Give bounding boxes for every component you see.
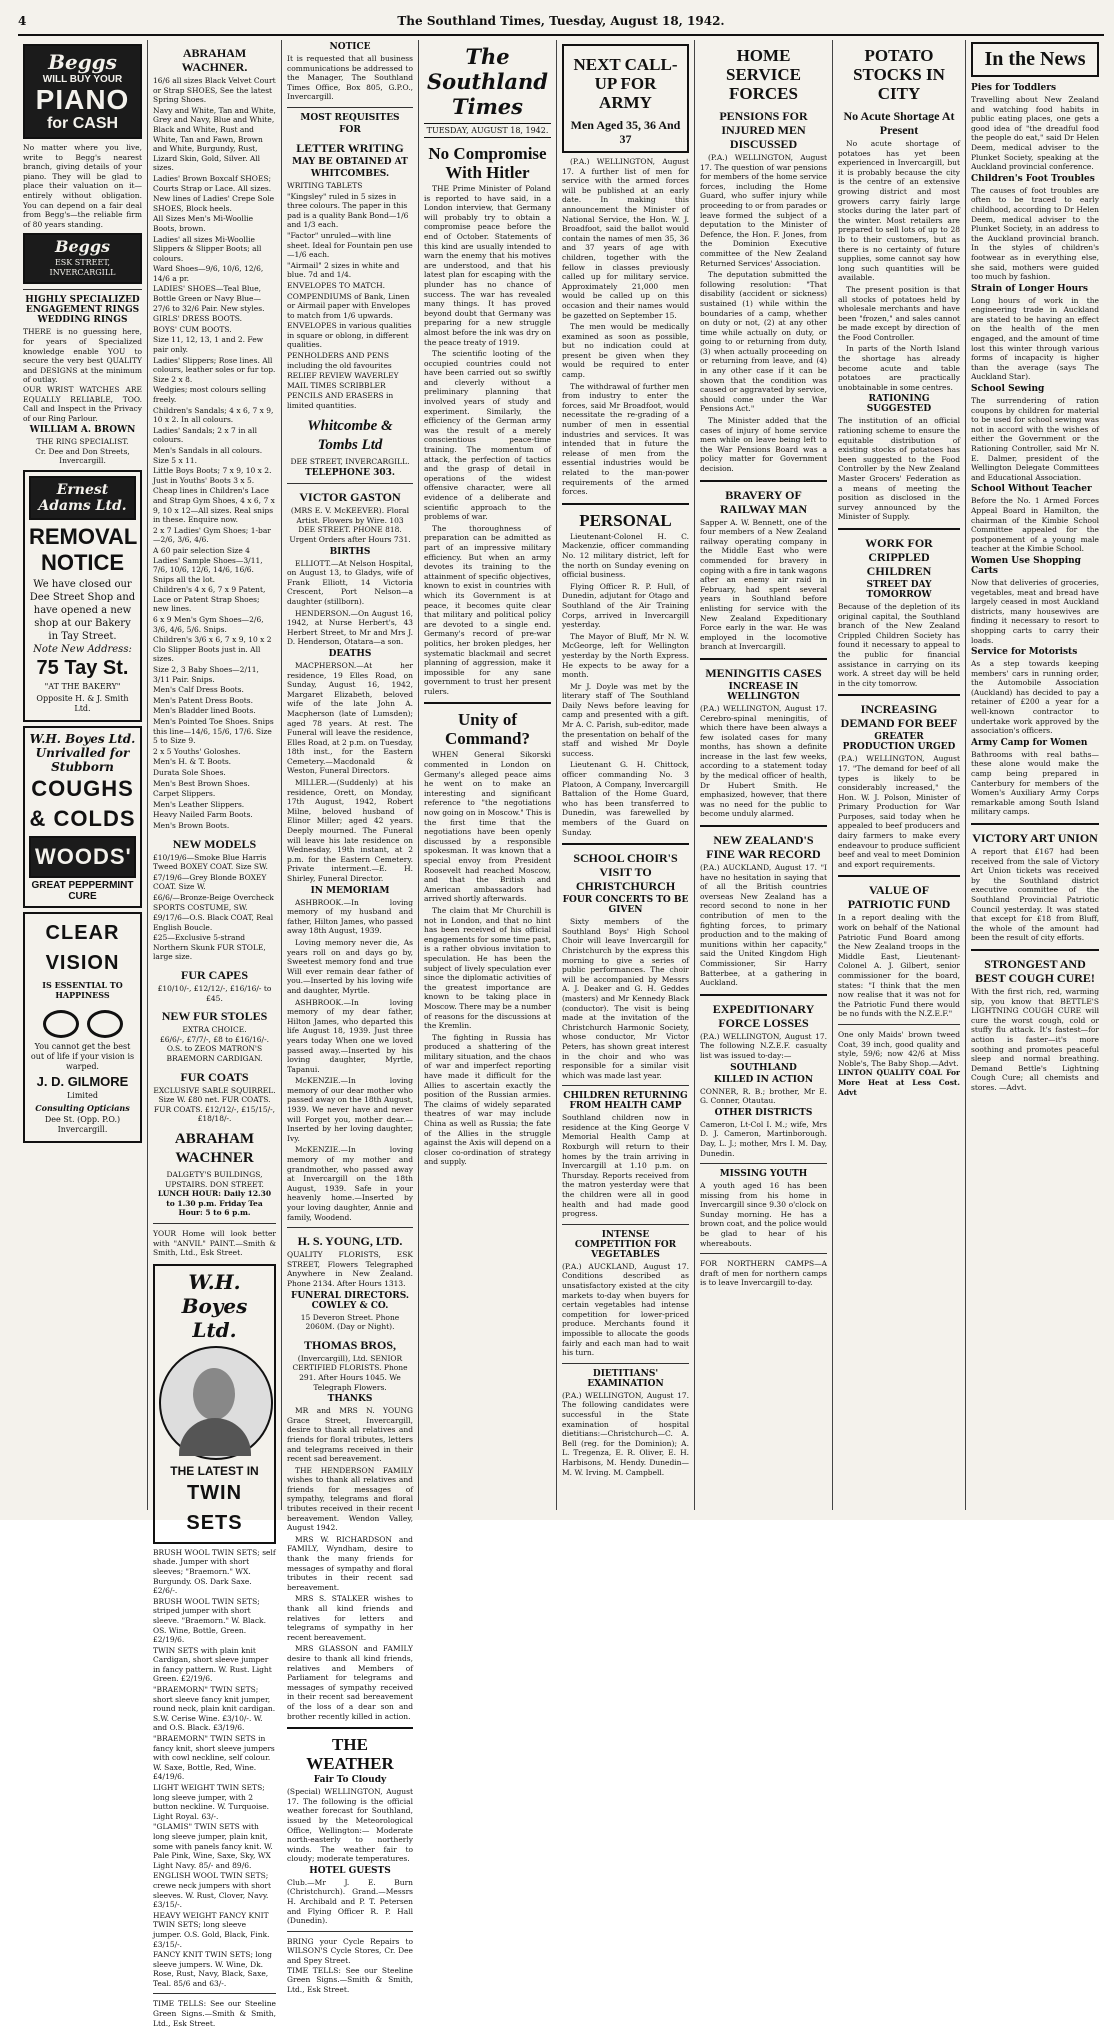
gaston-head: VICTOR GASTON <box>299 490 401 505</box>
notice-head: NOTICE <box>329 42 371 52</box>
list-item: Children's 4 x 6, 7 x 9 Patent, Lace or Patent Strap Shoes; new lines. <box>153 585 266 614</box>
thomas-head: THOMAS BROS, <box>303 1337 396 1352</box>
list-item: PENHOLDERS AND PENS including the old favourites <box>287 351 392 370</box>
notice-text: It is requested that all business communications be addressed to the Manager, The Southland Times Office, Box 805, G.P.O., Invercargill. <box>287 54 413 102</box>
fur-capes-head: FUR CAPES <box>180 968 248 983</box>
editorial-date: TUESDAY, AUGUST 18, 1942. <box>424 123 551 138</box>
cardigan: O.S. to ZEOS MATRON'S BRAEMORN CARDIGAN. <box>166 1044 263 1064</box>
wachner-name: ABRAHAM WACHNER <box>174 1131 255 1166</box>
list-item: LIGHT WEIGHT TWIN SETS; long sleeve jumper, with 2 button neckline. W. Turquoise. Light Royal. 63/-. <box>153 1783 270 1821</box>
wachner-addr: DALGETY'S BUILDINGS, UPSTAIRS. DON STREET. <box>165 1170 264 1189</box>
wilson-ad: BRING your Cycle Repairs to WILSON'S Cycle Stores, Cr. Dee and Spey Street. <box>287 1936 413 1966</box>
missing-body: A youth aged 16 has been missing from his home in Invercargill since 9.30 o'clock on Sunday morning. He has a brown coat, and the police would be glad to hear of his whereabouts. <box>700 1181 827 1248</box>
column-3 <box>282 40 419 1994</box>
boyes-twinsets-ad <box>153 1264 276 1544</box>
paragraph: (P.A.) WELLINGTON, August 17. A further list of men for service with the armed forces will be published at an early date. In making this announcement the Minister of National Service, the Hon. W. J. Broadfoot, said the ballot would contain the names of men 35, 36 and 37 years of age with children, together with the fellow in classes previously called up for military service. Approximately 21,000 men would be called up on this occasion and their names would be gazetted on September 15. <box>562 157 689 320</box>
gilmore-ad <box>23 912 142 1143</box>
beef-sub: GREATER PRODUCTION URGED <box>842 732 956 753</box>
paragraph: The Minister added that the cases of injury of home service men while on leave being left to the War Pensions Board was a policy matter for Government decision. <box>700 416 827 473</box>
cough-cure-body: With the first rich, red, warming sip, you know that BETTLE'S LIGHTNING COUGH CURE will cure the worst cough, cold or stuffy flu attack. It's fastest—for action is faster—it's more soothing and promotes peaceful sleep and normal breathing. Demand Bettle's Lightning Cough Cure; all chemists and stores. —Advt. <box>971 986 1099 1092</box>
paragraph: The thoroughness of preparation can be admitted as part of an impressive military efficiency. But when an army devotes its training to the attainment of specific objectives, known to exist in countries with which its Government is at peace, it becomes quite clear that military and political policy are devoted to a single end. Germany's record of pre-war politics, her broken pledges, her systematic blackmail and secret planning of aggression, make it impossible for any sane government to trust her present rulers. <box>424 523 551 696</box>
paragraph: Lieutenant G. H. Chittock, officer commanding No. 3 Platoon, A Company, Invercargill Battalion of the Home Guard, who has been transferred to Dunedin, was farewelled by members of the Guard on Sunday. <box>562 760 689 837</box>
list-item: WRITING TABLETS <box>287 180 363 190</box>
potato-body <box>838 139 960 392</box>
list-item: BRUSH WOOL TWIN SETS; self shade. Jumper with short sleeves; "Braemorn." WX. Burgundy. OS. Dark Saxe. £2/6/-. <box>153 1547 276 1596</box>
efl-body: (P.A.) WELLINGTON, August 17. The following N.Z.E.F. casualty list was issued to-day:— <box>700 1031 827 1060</box>
models-head: NEW MODELS <box>172 836 257 851</box>
beggs-piano-ad <box>23 44 142 139</box>
col2-footer: TIME TELLS: See our Steeline Green Signs.—Smith & Smith, Ltd., Esk Street. <box>153 1999 276 2028</box>
paragraph: WHEN General Sikorski commented in London on Germany's alleged peace aims he went on to make an interesting and significant reference to "the negotiations now going on in Moscow." This is the first time that the negotiations have been openly discussed by a responsible spokesman. It was known that a special envoy from President Roosevelt had reached Moscow, and that the British and American ambassadors had arrived shortly afterwards. <box>424 750 551 904</box>
list-item: Men's Patent Dress Boots. <box>153 695 254 705</box>
paragraph: The Mayor of Bluff, Mr N. W. McGeorge, left for Wellington yesterday by the North Express. He expects to be away for a month. <box>562 631 689 680</box>
list-item: "GLAMIS" TWIN SETS with long sleeve jumper, plain knit, some with panels fancy knit. W. Pale Pink, Wine, Saxe, Sky, WX Light Navy. 85/- and 89/6. <box>153 1822 273 1870</box>
beef-body: (P.A.) WELLINGTON, August 17. "The demand for beef of all types is likely to be considerably increased," the Hon. W. J. Polson, Minister of Primary Production for War Purposes, said today when he appealed to beef producers and dairy farmers to make every endeavour to produce sufficient beef and veal to meet Dominion and export requirements. <box>838 754 960 869</box>
paragraph: THE Prime Minister of Poland is reported to have said, in a London interview, that Germany will probably try to obtain a compromise peace before the end of October. Statements of this kind are usually intended to warn the enemy that his motives are understood, and that his latest plan for escaping with the plunder has no chance of success. The war has revealed many things. It has proved beyond doubt that Germany was preparing for a new struggle almost before the ink was dry on the peace treaty of 1919. <box>424 184 551 347</box>
diet-head: DIETITIANS' EXAMINATION <box>587 1368 664 1389</box>
spectacles-icon <box>43 1006 123 1036</box>
list-item: 6 x 9 Men's Gym Shoes—2/6, 3/6, 4/6, 5/6. Snips. <box>153 615 264 634</box>
removal-text: We have closed our Dee Street Shop and have opened a new shop at our Bakery in Tay Street. <box>29 579 136 643</box>
gaston-sub: (MRS E. V. McKEEVER). Floral Artist. Flowers by Wire. 103 DEE STREET. PHONE 818. Urgent Orders after Hours 731. <box>289 506 411 544</box>
home-service-body <box>700 153 827 474</box>
column-4 <box>419 40 557 1510</box>
rings-text2: OUR WRIST WATCHES ARE EQUALLY RELIABLE, TOO. Call and Inspect in the Privacy of our Ring Parlour. <box>23 384 142 423</box>
list-item: FANCY KNIT TWIN SETS; long sleeve jumpers. W. Wine, Dk. Rose, Rust, Navy, Black, Saxe, Teal. 85/6 and 63/-. <box>153 1950 272 1988</box>
war-record-head: NEW ZEALAND'S FINE WAR RECORD <box>706 833 821 862</box>
list-item: Ladies' all sizes Mi-Woollie Slippers & Slipper Boots; all colours. <box>153 234 262 263</box>
personal-body <box>562 532 689 837</box>
list-item: Little Boys Boots; 7 x 9, 10 x 2. Just in Youths' Boots 3 x 5. <box>153 466 272 485</box>
missing-head: MISSING YOUTH <box>719 1169 808 1180</box>
fur-coats: Size W. £80 net. FUR COATS. FUR COATS. £12/12/-, £15/15/-, £18/18/-. <box>153 1095 276 1124</box>
list-item: £6/6/—Bronze-Beige Overcheck SPORTS COSTUME, SW. <box>153 892 274 912</box>
fur-capes: £10/10/-, £12/12/-, £16/16/- to £45. <box>157 984 272 1003</box>
list-item: 16/6 all sizes Black Velvet Court or Strap SHOES, See the latest Spring Shoes. <box>153 76 276 105</box>
list-item: Men's Leather Slippers. <box>153 799 245 809</box>
thanks-list <box>287 1406 413 1721</box>
paragraph: The claim that Mr Churchill is not in London, and that no hint has been received of his official engagements for some time past, is a rather obvious invitation to speculation. He has been the subject of lively speculation ever since the diplomatic activities of the greatest importance are known to be taking place in Moscow. There may be a number of reasons for the discussions at the Kremlin. <box>424 905 551 1031</box>
meningitis-sub: INCREASE IN WELLINGTON <box>727 681 800 702</box>
column-7 <box>833 40 966 1510</box>
boyes-logo: W.H. Boyes Ltd. <box>29 732 136 747</box>
efl-killed: KILLED IN ACTION <box>713 1074 814 1085</box>
memoriam-list <box>287 898 413 1223</box>
potato-sub: No Acute Shortage At Present <box>843 109 955 137</box>
whitcombe-addr: DEE STREET, INVERCARGILL. <box>290 456 410 466</box>
news-item: School Sewing The surrendering of ration coupons by children for material to be used for school sewing was not in accord with the wishes of either the Government or the Rationing Controller, said Mr N. E. Dalmer, president of the Wellington Delegate Committees and Educational Association. <box>971 384 1099 482</box>
list-item: MACPHERSON.—At her residence, 19 Elles Road, on Sunday, August 16, 1942, Margaret Elizabeth, beloved wife of the late John A. Macpherson (late of Lumsden); aged 78 years. At rest. The Funeral will leave the residence, Elles Road, at 2 p.m. on Tuesday, 18th inst., for the Eastern Cemetery.—Macdonald & Weston, Funeral Directors. <box>287 660 413 776</box>
shoe-list <box>153 76 276 831</box>
list-item: MRS W. RICHARDSON and FAMILY, Wyndham, desire to thank the many friends for messages of sympathy and floral tributes in their recent sad bereavement. <box>287 1534 413 1592</box>
list-item: THE HENDERSON FAMILY wishes to thank all relatives and friends for messages of sympathy, telegrams and floral tributes received in their recent bereavement. Wendon Valley, August 1942. <box>287 1465 413 1533</box>
crippled-body: Because of the depletion of its original capital, the Southland branch of the New Zealand Crippled Children Society has found it necessary to appeal to the public for financial assistance in carrying on its work. A street day will be held in the city tomorrow. <box>838 601 960 688</box>
column-1 <box>18 40 148 1510</box>
beggs-text: No matter where you live, write to Begg's nearest branch, giving details of your piano. They will be glad to place their valuation on it—entirely without obligation. You can depend on a fair deal from Begg's—the reliable firm of 80 years standing. <box>23 143 142 229</box>
twin-head1: THE LATEST IN <box>170 1463 259 1478</box>
news-item: Pies for Toddlers Travelling about New Zealand and watching food habits in public eating places, one gets a good idea of "the dreadful food the people do eat," said Dr Helen Deem, medical adviser to the Plunket Society, speaking at the Auckland provincial conference. <box>971 83 1099 172</box>
news-item: Strain of Longer Hours Long hours of work in the engineering trade in Auckland are stated to be having an effect on the health of the men engaged, and the amount of time lost this winter through various forms of incapacity is higher than the average (says The Auckland Star). <box>971 283 1099 382</box>
list-item: ENVELOPES in various qualities in square or oblong, in different qualities. <box>287 321 412 350</box>
removal-ad <box>23 470 142 722</box>
list-item: Loving memory never die, As years roll on and days go by, Sweetest memory fond and true Will ever remain dear father of you.—Inserted by his loving wife and daughter, Myrtle. <box>287 937 413 995</box>
camps-text: FOR NORTHERN CAMPS—A draft of men for northern camps is to leave Invercargill to-day. <box>700 1259 827 1288</box>
in-the-news-head: In the News <box>971 42 1099 77</box>
beggs-line3: for CASH <box>46 115 119 132</box>
newspaper-title: The Southland Times <box>427 44 548 119</box>
news-item: Army Camp for Women Bathrooms with real baths—these alone would make the camp being prepared in Canterbury for members of the Women's Auxiliary Army Corps remarkable among South Island military camps. <box>971 737 1099 817</box>
whitcombe-logo: Whitcombe & Tombs Ltd <box>307 417 393 453</box>
column-5 <box>557 40 695 1510</box>
veg-head: INTENSE COMPETITION FOR VEGETABLES <box>574 1229 677 1260</box>
beggs-footer: ESK STREET, INVERCARGILL <box>49 258 116 278</box>
beggs-line2: PIANO <box>35 84 130 115</box>
gilmore-text: IS ESSENTIAL TO HAPPINESS <box>42 980 123 1001</box>
beef-head: INCREASING DEMAND FOR BEEF <box>840 702 958 731</box>
list-item: £10/19/6—Smoke Blue Harris Tweed BOXEY COAT. Size SW. <box>153 852 268 872</box>
paragraph: Lieutenant-Colonel H. C. Mackenzie, officer commanding No. 12 military district, left for the north on Sunday evening on official business. <box>562 531 689 580</box>
editorial2-head: Unity of Command? <box>444 710 530 749</box>
cowley-head: FUNERAL DIRECTORS. COWLEY & CO. <box>290 1290 410 1311</box>
efl-head: EXPEDITIONARY FORCE LOSSES <box>712 1001 815 1030</box>
weather-text: (Special) WELLINGTON, August 17. The following is the official weather forecast for Southland, issued by the Meteorological Office, Wellington:— Moderate north-easterly to northerly winds. The weather fair to cloudy; moderate temperatures. <box>287 1787 413 1864</box>
callup-head: NEXT CALL-UP FOR ARMY <box>573 55 678 112</box>
hotel-text: Club.—Mr J. E. Burn (Christchurch). Grand.—Messrs H. Archibald and P. T. Petersen and Flying Officer R. P. Hall (Dunedin). <box>287 1877 413 1926</box>
fur-stoles-sub: EXTRA CHOICE. <box>182 1025 247 1035</box>
list-item: "Factor" unruled—with line sheet. Ideal for Fountain pen use—1/6 each. <box>287 230 413 260</box>
list-item: Ladies' Brown Boxcalf SHOES; Courts Strap or Lace. All sizes. <box>153 173 272 193</box>
paragraph: The fighting in Russia has produced a shattering of the military situation, and the chaos of war and imperfect reporting have made it difficult for the Allies to ascertain exactly the position of the Russian armies. The claims of widely separated theatres of war may include China as well as Russia; the fate of the Allies in the struggle against the Axis will depend on a closer co-ordination of strategy and supply. <box>424 1032 551 1167</box>
list-item: £25—Exclusive 5-strand Northern Skunk FUR STOLE, large size. <box>153 933 266 962</box>
beggs-logo: Beggs <box>48 50 117 74</box>
bravery-body: Sapper A. W. Bennett, one of the four members of a New Zealand railway operating company in the Middle East who were commended for bravery in coping with a fire in tank wagons after an enemy air raid in February, had spent several years in Southland before enlisting for service with the New Zealand Expeditionary Force early in the war. He was employed in the locomotive branch at Invercargill. <box>700 517 827 652</box>
woman-portrait-icon <box>159 1346 273 1460</box>
hotel-head: HOTEL GUESTS <box>309 1865 391 1876</box>
news-item: Women Use Shopping Carts Now that deliveries of groceries, vegetables, meat and bread have largely ceased in most Auckland districts, many housewives are finding it necessary to resort to shopping carts to carry their loads. <box>971 555 1099 645</box>
cowley-text: 15 Deveron Street. Phone 2060M. (Day or Night). <box>300 1312 400 1332</box>
gilmore-name: J. D. GILMORE <box>36 1074 129 1090</box>
removal-head1: REMOVAL <box>29 524 138 550</box>
beggs-line1: WILL BUY YOUR <box>42 74 123 85</box>
paragraph: Sixty members of the Southland Boys' High School Choir will leave Invercargill for Christchurch by the express this morning to give a series of public performances. The choir will be accompanied by Messrs A. J. Deaker and G. H. Geddes (masters) and Mr Kennedy Black (conductor). The visit is being made at the invitation of the Christchurch Harmonic Society, whose conductor, Mr Victor Peters, has shown great interest in the choir and who was responsible for a similar visit which was made last year. <box>562 917 689 1080</box>
column-8 <box>966 40 1104 1510</box>
woods-brand: WOODS' <box>35 844 132 870</box>
list-item: Cheap lines in Children's Lace and Strap Gym Shoes, 4 x 6, 7 x 9, 10 x 12—All sizes. Real snips in these. Enquire now. <box>153 486 275 525</box>
editorial2-body <box>424 750 551 1167</box>
rings-addr: Cr. Dee and Don Streets, Invercargill. <box>35 446 130 466</box>
wachner-hours: LUNCH HOUR: Daily 12.30 to 1.30 p.m. Friday Tea Hour: 5 to 6 p.m. <box>157 1189 272 1218</box>
list-item: "BRAEMORN" TWIN SETS in fancy knit, short sleeve jumpers with cowl neckline, self colour. W. Saxe, Bottle, Red, Wine. £4/19/6. <box>153 1734 275 1782</box>
paragraph: (P.A.) WELLINGTON, August 17. The question of war pensions for members of the home service forces, including the Home Guard, who suffer injury while proceeding to or from parades or leave formed the subject of a deputation to the Minister of Defence, the Hon. F. Jones, from the Dominion Executive committee of the New Zealand Returned Services' Association. <box>700 153 827 268</box>
list-item: Men's Bladder lined Boots. <box>153 706 256 716</box>
list-item: £9/17/6—O.S. Black COAT, Real English Boucle. <box>153 913 274 932</box>
memoriam-head: IN MEMORIAM <box>310 885 390 896</box>
req-head5: WHITCOMBES. <box>310 168 390 179</box>
meningitis-head: MENINGITIS CASES <box>705 665 822 680</box>
news-item: Service for Motorists As a step towards keeping members' cars in running order, the Automobile Association (Auckland) has decided to pay a retainer of £200 a year for a well-known contractor to undertake work approved by the association's officers. <box>971 647 1099 736</box>
wachner-head: ABRAHAM WACHNER. <box>181 46 248 74</box>
deaths-list <box>287 661 413 884</box>
woods-coughs: COUGHS <box>31 776 134 802</box>
rings-head: HIGHLY SPECIALIZED ENGAGEMENT RINGS WEDDING RINGS <box>25 295 140 326</box>
paper-title: The Southland Times, Tuesday, August 18, 1942. <box>397 14 725 28</box>
list-item: £7/19/6—Grey Blonde BOXEY COAT. Size W. <box>153 872 267 892</box>
list-item: ENVELOPES TO MATCH. <box>287 280 385 290</box>
paragraph: The withdrawal of further men from industry to enter the forces, said Mr Broadfoot, would necessitate the re-grading of a number of men in essential industries and services. It was intended that in future the release of men from the essential industries would be related to the man-power requirements of the armed forces. <box>562 381 689 497</box>
list-item: ELLIOTT.—At Nelson Hospital, on August 13, to Gladys, wife of Frank Elliott, 14 Victoria Crescent, Port Nelson—a daughter (stillborn). <box>287 558 413 606</box>
choir-sub: FOUR CONCERTS TO BE GIVEN <box>562 895 689 916</box>
bravery-head: BRAVERY OF RAILWAY MAN <box>719 487 808 516</box>
gilmore-role: Consulting Opticians <box>35 1103 130 1114</box>
fur-stoles-head: NEW FUR STOLES <box>161 1009 268 1024</box>
removal-addr: 75 Tay St. <box>36 657 129 680</box>
home-service-head: HOME SERVICE FORCES <box>726 46 801 103</box>
list-item: Men's Sandals in all colours. Size 5 x 11. <box>153 445 263 465</box>
twinset-list <box>153 1548 276 1989</box>
list-item: "Airmail" 2 sizes in white and blue. 7d and 1/4. <box>287 260 400 280</box>
fur-coats-sub: EXCLUSIVE SABLE SQUIRREL. <box>153 1085 276 1095</box>
efl-other-list: Cameron, Lt-Col I. M.; wife, Mrs D. J. Cameron, Martinborough. Day, L. J.; mother, Mrs I. M. Day, Dunedin. <box>700 1119 827 1158</box>
list-item: Carpet Slippers. <box>153 789 216 799</box>
deaths-head: DEATHS <box>328 648 372 659</box>
young-text: QUALITY FLORISTS, ESK STREET, Flowers Telegraphed Anywhere in New Zealand. Phone 2134. After Hours 1313. <box>287 1250 413 1288</box>
list-item: Men's H. & T. Boots. <box>153 757 232 767</box>
woods-head: Unrivalled for Stubborn <box>35 746 130 775</box>
war-record-body: (P.A.) AUCKLAND, August 17. "I have no hesitation in saying that of all the British countries overseas New Zealand has a record second to none in her contribution of men to the fighting forces, to primary production and to the making of munitions within her capacity," said the United Kingdom High Commissioner, Sir Harry Batterbee, at a gathering in Auckland. <box>700 863 827 988</box>
paragraph: The present position is that all stocks of potatoes held by wholesale merchants and have been "frozen," and sales cannot be made except by direction of the Food Controller. <box>838 284 960 342</box>
callup-body <box>562 157 689 497</box>
list-item: "Kingsley" ruled in 5 sizes in three colours. The paper in this pad is a quality Bank Bond—1/6 and 1/3 each. <box>287 191 409 230</box>
list-item: Men's Best Brown Shoes. <box>153 778 250 788</box>
col3-footer: TIME TELLS: See our Steeline Green Signs.—Smith & Smith, Ltd., Esk Street. <box>287 1965 413 1994</box>
efl-other: OTHER DISTRICTS <box>714 1107 813 1118</box>
children-body: Southland children now in residence at the King George V Memorial Health Camp at Roxburgh will return to their homes by the train arriving in Invercargill at 1.10 p.m. on Thursday. Reports received from the matron yesterday were that the children were all in good health and had made good progress. <box>562 1113 689 1219</box>
list-item: McKENZIE.—In loving memory of our dear mother who passed away on the 18th August, 1939. We never have and never will Forget you, mother dear.—Inserted by her loving daughter, Ivy. <box>287 1076 413 1143</box>
news-item: Children's Foot Troubles The causes of foot troubles are often to be traced to early childhood, according to Dr Helen Deem, medical adviser to the Plunket Society, in an address to the Auckland provincial branch. In the styles of children's footwear as in everything else, she said, mothers were guided too much by fashion. <box>971 173 1099 282</box>
list-item: Navy and White, Tan and White, Grey and Navy, Blue and White, Black and White, Rust and White, Tan and Fawn, Brown and White, Burgundy, Rust, Lizard Skin, Gold, Silver. All sizes. <box>153 105 276 173</box>
thomas-text: (Invercargill), Ltd. SENIOR CERTIFIED FLORISTS. Phone 291. After Hours 1045. We Telegraph Flowers. <box>292 1353 408 1392</box>
news-item: School Without Teacher Before the No. 1 Armed Forces Appeal Board in Hamilton, the chairman of the Kimbie School Committee appealed for the postponement of a young male teacher at the Kimbie School. <box>971 484 1099 554</box>
list-item: A 60 pair selection Size 4 Ladies' Sample Shoes—3/11, 7/6, 10/6, 12/6, 14/6, 16/6. Snips all the lot. <box>153 545 263 584</box>
woods-cough-ad <box>23 726 142 908</box>
ration-body: The institution of an official rationing scheme to ensure the equitable distribution of existing stocks of potatoes has been suggested to the Food Controller by the New Zealand Master Grocers' Federation as a means of meeting the position as disclosed in the survey announced by the Minister of Supply. <box>838 416 960 522</box>
rings-sub: THE RING SPECIALIST. <box>36 437 129 447</box>
children-head: CHILDREN RETURNING FROM HEALTH CAMP <box>563 1091 688 1112</box>
young-head: H. S. YOUNG, LTD. <box>297 1234 403 1249</box>
paragraph: The scientific looting of the occupied countries could not have been carried out so swiftly and cleverly without a preliminary planning that involved years of study and experiment. Similarly, the efficiency of the German army was the result of a merely conscientious peace-time training. The momentum of attack, the perfection of tactics and the grasp of detail in operations of the widest offensive character, were all evidence of a deliberate and scientific approach to the problems of war. <box>424 349 551 522</box>
list-item: MRS S. STALKER wishes to thank all kind friends and relatives for letters and telegrams of sympathy in her recent bereavement. <box>287 1594 413 1642</box>
page-number: 4 <box>18 14 27 28</box>
gilmore-text2: You cannot get the best out of life if your vision is warped. <box>30 1042 135 1072</box>
gilmore-head2: VISION <box>45 952 120 975</box>
choir-head: SCHOOL CHOIR'S VISIT TO CHRISTCHURCH <box>573 851 678 894</box>
list-item: Children's 3/6 x 6, 7 x 9, 10 x 2 Clo Slipper Boots just in. All sizes. <box>153 635 272 664</box>
rings-name: WILLIAM A. BROWN <box>29 425 136 436</box>
list-item: 2 x 5 Youths' Goloshes. <box>153 746 241 756</box>
rings-text: THERE is no guessing here, for years of Specialized knowledge enable YOU to secure the very best QUALITY and DESIGNS at the minimum of outlay. <box>23 327 142 385</box>
column-2 <box>148 40 282 2028</box>
list-item: ASHBROOK.—In loving memory of my husband and father, Hilton James, who passed away 18th August, 1939. <box>287 897 413 936</box>
req-head4: MAY BE OBTAINED AT <box>292 156 408 167</box>
meningitis-body: (P.A.) WELLINGTON, August 17. Cerebro-spinal meningitis, of which there have been always a few isolated cases for many months, has shown a definite increase in the last few weeks, according to a statement today by the medical officer of health, Dr Hubert Smith. He emphasized, however, that there was no need for the public to become unduly alarmed. <box>700 703 827 819</box>
list-item: HENDERSON.—On August 16, 1942, at Nurse Herbert's, 43 Herbert Street, to Mr and Mrs J. D. Henderson, Otatara—a son. <box>287 608 413 647</box>
list-item: Wedgies; most colours selling freely. <box>153 385 267 404</box>
list-item: ENGLISH WOOL TWIN SETS; crewe neck jumpers with short sleeves. W. Rust, Clover, Navy. £3/15/-. <box>153 1871 272 1910</box>
list-item: TWIN SETS with plain knit Cardigan, short sleeve jumper in fancy pattern. W. Rust. Light Green. £2/19/6. <box>153 1645 272 1684</box>
paragraph: No acute shortage of potatoes has yet been experienced in Invercargill, but it is probably because the city is the centre of an extensive growing district and most growers carry fairly large stocks during the later part of the winter. Most retailers are prepared to sell lots of up to 28 lb to their customers, but as there is no certainty of future supplies, some cannot say how long such quantities will be available. <box>838 139 960 283</box>
paragraph: The deputation submitted the following resolution: "That disability (accident or sickness) sustained (1) while within the boundaries of a camp, whether on duty or not, (2) at any other time while actually on duty, or going to or returning from duty, (3) when actually proceeding on or returning from leave, and (4) in any other case if it can be shown that the condition was caused or aggravated by service, should come under the War Pensions Act." <box>700 270 827 414</box>
list-item: Men's Calf Dress Boots. <box>153 685 244 695</box>
linton-ad: LINTON QUALITY COAL For More Heat at Less Cost. Advt <box>838 1068 960 1097</box>
cough-cure-head: STRONGEST AND BEST COUGH CURE! <box>975 956 1095 985</box>
births-head: BIRTHS <box>329 546 371 557</box>
list-item: Children's Sandals; 4 x 6, 7 x 9, 10 x 2. In all colours. <box>153 405 274 425</box>
paragraph: Flying Officer R. P. Hull, of Dunedin, adjutant for Otago and Southland of the Air Training Corps, arrived in Invercargill yesterday. <box>562 581 689 630</box>
ernest-adams-logo: Ernest Adams Ltd. <box>29 476 136 520</box>
list-item: New lines of Ladies' Crepe Sole SHOES, Block heels. <box>153 194 275 213</box>
requisites-list <box>287 181 413 411</box>
home-service-sub: PENSIONS FOR INJURED MEN DISCUSSED <box>719 109 808 151</box>
woods-brand-box <box>29 836 136 878</box>
beggs-footer-box <box>23 233 142 284</box>
gilmore-head1: CLEAR <box>45 922 120 945</box>
gilmore-sub: Limited <box>66 1091 99 1101</box>
patriotic-body: In a report dealing with the work on behalf of the National Patriotic Fund Board among the New Zealand troops in the Middle East, Lieutenant-Colonel A. J. Gilbert, senior commissioner for the board, states: "I think that the men now realise that it was not for the Patriotic Fund there would be no funds with the N.Z.E.F." <box>838 913 960 1019</box>
victory-art-union-head: VICTORY ART UNION <box>972 831 1098 845</box>
crippled-head: WORK FOR CRIPPLED CHILDREN <box>865 535 933 578</box>
ration-head: RATIONING SUGGESTED <box>866 394 932 415</box>
victory-art-union-body: A report that £167 had been received from the sale of Victory Art Union tickets was received by the Southland district executive committee of the Southland Provincial Patriotic Council yesterday. It was stated that except for £18 from Bluff, the whole of the amount had been the result of city efforts. <box>971 847 1099 943</box>
list-item: Men's Brown Boots. <box>153 820 230 830</box>
removal-head2: NOTICE <box>40 550 125 576</box>
list-item: MILLER.—(Suddenly) at his residence, Orett, on Monday, 17th August, 1942, Robert Milne, beloved husband of Elinor Miller; aged 42 years. Deeply mourned. The Funeral will leave his late residence on Wednesday, 19th instant, at 2 p.m. for the Eastern Cemetery. Private interment.—E. H. Shirley, Funeral Director. <box>287 778 413 883</box>
whitcombe-tel: TELEPHONE 303. <box>305 468 395 479</box>
removal-note: Note New Address: <box>33 644 132 656</box>
weather-sub: Fair To Cloudy <box>313 1775 387 1786</box>
noble-ad: One only Maids' brown tweed Coat, 39 inch, good quality and style, 59/6; now 42/6 at Miss Noble's, The Baby Shop.—Advt. <box>838 1029 960 1068</box>
diet-body: (P.A.) WELLINGTON, August 17. The following candidates were successful in the State examination of hospital dietitians:—Christchurch—C. A. Bell (reg. for the Dominion); A. L. Tregenza, E. R. Oliver, E. H. Harbisons, M. Hendy. Dunedin—M. W. Irving. M. Campbell. <box>562 1390 689 1477</box>
births-list <box>287 559 413 647</box>
req-head1: MOST REQUISITES <box>300 112 400 123</box>
editorial1-body <box>424 184 551 696</box>
list-item: COMPENDIUMS of Bank, Linen or Airmail paper with Envelopes to match from 1/6 upwards. <box>287 291 411 320</box>
fur-stoles: £6/6/-, £7/7/-, £8 to £16/16/-. <box>159 1034 269 1044</box>
list-item: 2 x 7 Ladies' Gym Shoes; 1-bar—2/6, 3/6, 4/6. <box>153 525 271 545</box>
list-item: RELIEF REVIEW WAVERLEY MAIL TIMES SCRIBBLER <box>287 371 399 390</box>
list-item: All Sizes Men's Mi-Woollie Boots, brown. <box>153 214 254 233</box>
boyes-logo: W.H. Boyes Ltd. <box>181 1269 248 1342</box>
anvil-ad: YOUR Home will look better with "ANVIL" PAINT.—Smith & Smith, Ltd., Esk Street. <box>153 1228 276 1258</box>
list-item: Ward Shoes—9/6, 10/6, 12/6, 14/6 a pr. <box>153 264 264 283</box>
weather-head: THE WEATHER <box>306 1735 394 1774</box>
list-item: Heavy Nailed Farm Boots. <box>153 810 253 820</box>
thanks-head: THANKS <box>327 1394 373 1405</box>
removal-sub: "AT THE BAKERY" <box>44 682 121 692</box>
list-item: Size 11, 12, 13, 1 and 2. Few pair only. <box>153 335 264 355</box>
fur-coats-head: FUR COATS <box>180 1069 249 1084</box>
masthead <box>18 8 1104 36</box>
woods-tag: GREAT PEPPERMINT CURE <box>31 880 134 903</box>
editorial1-head: No Compromise With Hitler <box>428 144 547 182</box>
list-item: BOYS' CUM BOOTS. <box>153 324 232 334</box>
paragraph: In parts of the North Island the shortage has already become acute and table potatoes are practically unobtainable in some centres. <box>838 344 960 392</box>
callup-sub: Men Aged 35, 36 And 37 <box>570 118 681 146</box>
paragraph: Mr J. Doyle was met by the literary staff of The Southland Daily News before leaving for camp and presented with a gift. Mr A. C. Parish, sub-editor, made the presentation on behalf of the staff and wished Mr Doyle success. <box>562 681 689 758</box>
patriotic-head: VALUE OF PATRIOTIC FUND <box>847 883 951 912</box>
list-item: Ladies' Sandals; 2 x 7 in all colours. <box>153 425 258 445</box>
beggs-logo-2: Beggs <box>54 237 111 257</box>
gilmore-addr: Dee St. (Opp. P.O.) Invercargill. <box>44 1115 121 1135</box>
list-item: MR and MRS N. YOUNG Grace Street, Invercargill, desire to thank all relatives and friends for floral tributes, letters and telegrams received in their recent sad bereavement. <box>287 1406 413 1464</box>
list-item: Ladies' Slippers; Rose lines. All colours, leather soles or fur top. Size 2 x 8. <box>153 355 276 384</box>
list-item: ASHBROOK.—In loving memory of my dear father, Hilton James, who departed this life August 18, 1939. Just three years today When one we loved passed away.—Inserted by his loving daughter, Myrtle, Tapanui. <box>287 997 413 1074</box>
efl-list: CONNER, R. B.; brother, Mr E. G. Conner, Otautau. <box>700 1086 827 1106</box>
req-head2: FOR <box>339 124 361 135</box>
list-item: BRUSH WOOL TWIN SETS; striped jumper with short sleeve. "Braemorn." W. Black. OS. Wine, Bottle, Green. £2/19/6. <box>153 1596 266 1645</box>
personal-head: PERSONAL <box>579 510 672 530</box>
veg-body: (P.A.) AUCKLAND, August 17. Conditions described as unsatisfactory existed at the city markets to-day when buyers for certain vegetables had intense competition for lower-priced produce. Merchants found it impossible to allocate the goods fairly and each man had to wait his turn. <box>562 1261 689 1358</box>
list-item: Size 2, 3 Baby Shoes—2/11, 3/11 Pair. Snips. <box>153 665 259 684</box>
crippled-sub: STREET DAY TOMORROW <box>866 579 932 600</box>
efl-southland: SOUTHLAND <box>730 1062 797 1073</box>
paragraph: The men would be medically examined as soon as possible, but no indication could at present be given when they would be required to enter camp. <box>562 322 689 380</box>
column-6 <box>695 40 833 1510</box>
list-item: LADIES' SHOES—Teal Blue, Bottle Green or Navy Blue—27/6 to 32/6 Pair. New styles. <box>153 284 265 313</box>
list-item: HEAVY WEIGHT FANCY KNIT TWIN SETS; long sleeve jumper. O.S. Gold, Black, Fink. £3/15/-. <box>153 1910 270 1949</box>
list-item: Men's Pointed Toe Shoes. Snips this line—14/6, 15/6, 17/6. Size 5 to Size 9. <box>153 717 274 746</box>
req-head3: LETTER WRITING <box>296 140 404 155</box>
callup-box <box>562 44 689 153</box>
list-item: MRS GLASSON and FAMILY desire to thank all kind friends, relatives and Members of Parliament for telegrams and messages of sympathy received in their recent sad bereavement of the loss of a dear son and brother recently killed in action. <box>287 1644 413 1721</box>
woods-colds: & COLDS <box>29 806 136 832</box>
potato-head: POTATO STOCKS IN CITY <box>853 46 945 103</box>
list-item: "BRAEMORN" TWIN SETS; short sleeve fancy knit jumper, round neck, plain knit cardigan. S.W. Cerise Wine. £3/10/-. W. and O.S. Black. £3/19/6. <box>153 1685 276 1733</box>
models-list <box>153 853 276 963</box>
list-item: Durata Sole Shoes. <box>153 767 226 777</box>
list-item: GIRLS' DRESS BOOTS. <box>153 314 243 324</box>
list-item: McKENZIE.—In loving memory of my mother and grandmother, who passed away at Invercargill on the 18th August, 1939. Safe in your heavenly home.—Inserted by your loving daughter, Annie and family, Woodend. <box>287 1145 413 1222</box>
list-item: PENCILS AND ERASERS in limited quantities. <box>287 391 394 411</box>
choir-body <box>562 917 689 1080</box>
removal-opp: Opposite H. & J. Smith Ltd. <box>36 694 129 714</box>
twin-head2: TWIN SETS <box>186 1481 243 1534</box>
